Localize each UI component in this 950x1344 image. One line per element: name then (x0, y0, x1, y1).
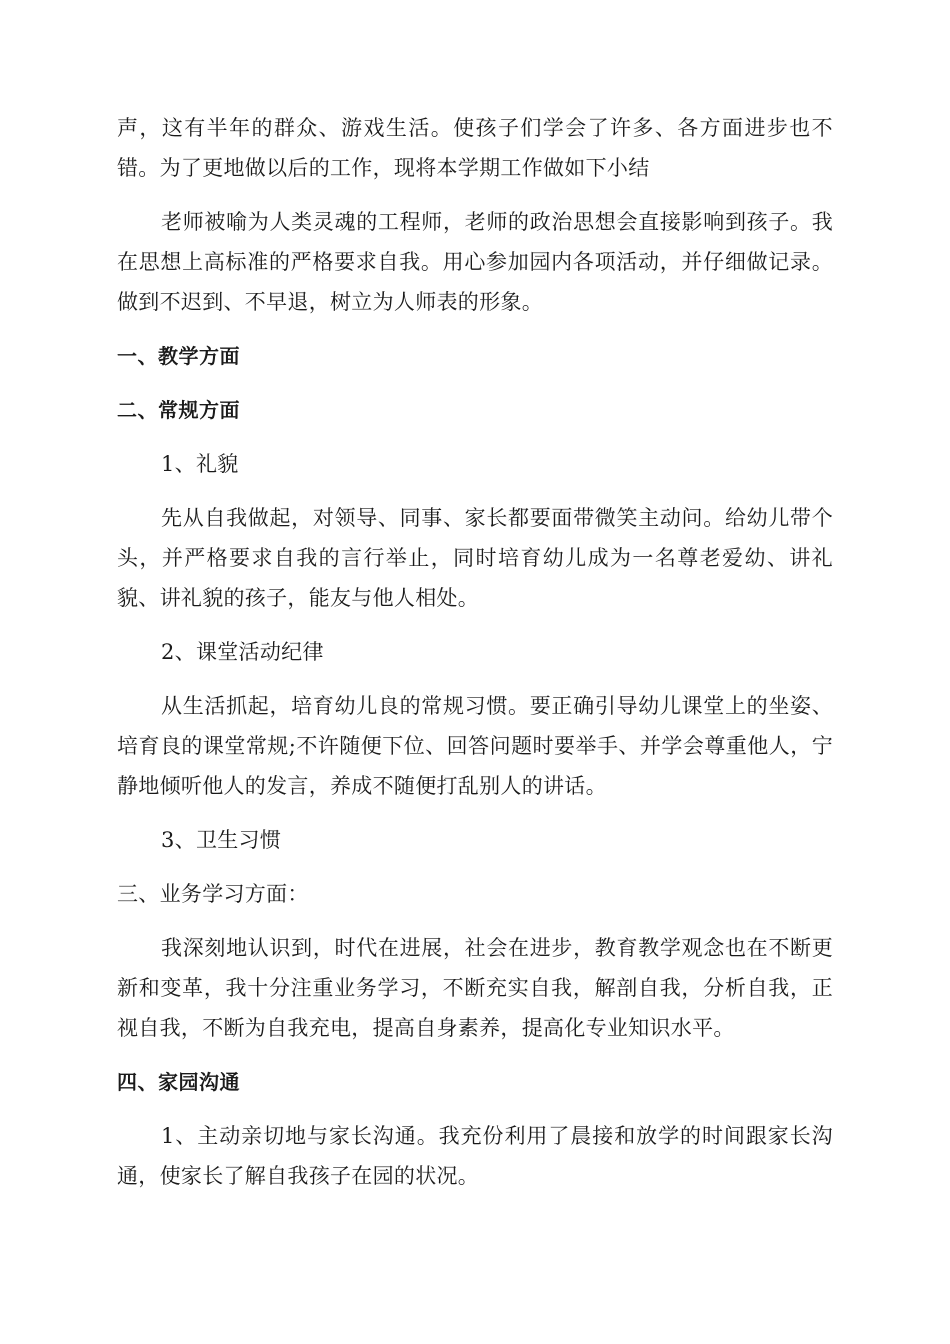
section-heading-professional-study: 三、业务学习方面： (117, 882, 309, 906)
section-heading-home-school: 四、家园沟通 (117, 1070, 240, 1094)
section-heading-routine: 二、常规方面 (117, 398, 240, 422)
paragraph-classroom-discipline: 从生活抓起，培育幼儿良的常规习惯。要正确引导幼儿课堂上的坐姿、培育良的课堂常规;不许随便下位、回答问题时要举手、并学会尊重他人，宁静地倾听他人的发言，养成不随便打乱别人的讲话。 (117, 694, 833, 798)
document-page (117, 108, 833, 1210)
subheading-classroom-discipline: 2、课堂活动纪律 (161, 640, 324, 664)
section-heading-teaching: 一、教学方面 (117, 344, 240, 368)
paragraph-teacher-ethics: 老师被喻为人类灵魂的工程师，老师的政治思想会直接影响到孩子。我在思想上高标准的严格要求自我。用心参加园内各项活动，并仔细做记录。做到不迟到、不早退，树立为人师表的形象。 (117, 210, 833, 314)
subheading-manners: 1、礼貌 (161, 452, 239, 476)
paragraph-professional-study: 我深刻地认识到，时代在进展，社会在进步，教育教学观念也在不断更新和变革，我十分注重业务学习，不断充实自我，解剖自我，分析自我，正视自我，不断为自我充电，提高自身素养，提高化专业知识水平。 (117, 936, 833, 1040)
paragraph-intro-continued: 声，这有半年的群众、游戏生活。使孩子们学会了许多、各方面进步也不错。为了更地做以后的工作，现将本学期工作做如下小结 (117, 116, 833, 180)
subheading-hygiene: 3、卫生习惯 (161, 828, 282, 852)
paragraph-manners: 先从自我做起，对领导、同事、家长都要面带微笑主动问。给幼儿带个头，并严格要求自我的言行举止，同时培育幼儿成为一名尊老爱幼、讲礼貌、讲礼貌的孩子，能友与他人相处。 (117, 506, 833, 610)
paragraph-home-school: 1、主动亲切地与家长沟通。我充份利用了晨接和放学的时间跟家长沟通，使家长了解自我孩子在园的状况。 (117, 1124, 833, 1188)
